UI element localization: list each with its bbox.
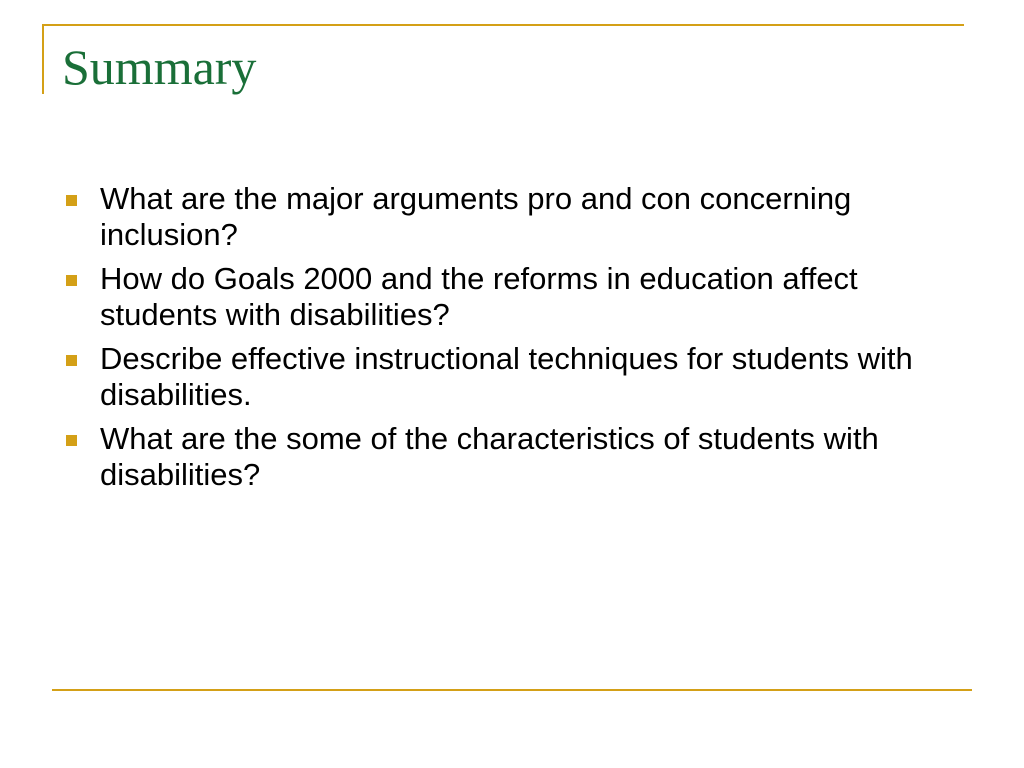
top-border-line xyxy=(42,24,964,26)
bullet-text: Describe effective instructional techniques for students with disabilities. xyxy=(100,341,913,412)
square-bullet-icon xyxy=(66,275,77,286)
bullet-item xyxy=(66,181,966,253)
bullet-text: How do Goals 2000 and the reforms in education affect students with disabilities? xyxy=(100,261,858,332)
bullet-item xyxy=(66,421,966,493)
slide-title: Summary xyxy=(62,39,257,95)
square-bullet-icon xyxy=(66,355,77,366)
square-bullet-icon xyxy=(66,195,77,206)
bottom-border-line xyxy=(52,689,972,691)
bullet-list xyxy=(66,181,966,501)
left-border-line xyxy=(42,24,44,94)
bullet-text: What are the major arguments pro and con concerning inclusion? xyxy=(100,181,852,252)
bullet-item xyxy=(66,261,966,333)
square-bullet-icon xyxy=(66,435,77,446)
bullet-item xyxy=(66,341,966,413)
bullet-text: What are the some of the characteristics of students with disabilities? xyxy=(100,421,879,492)
